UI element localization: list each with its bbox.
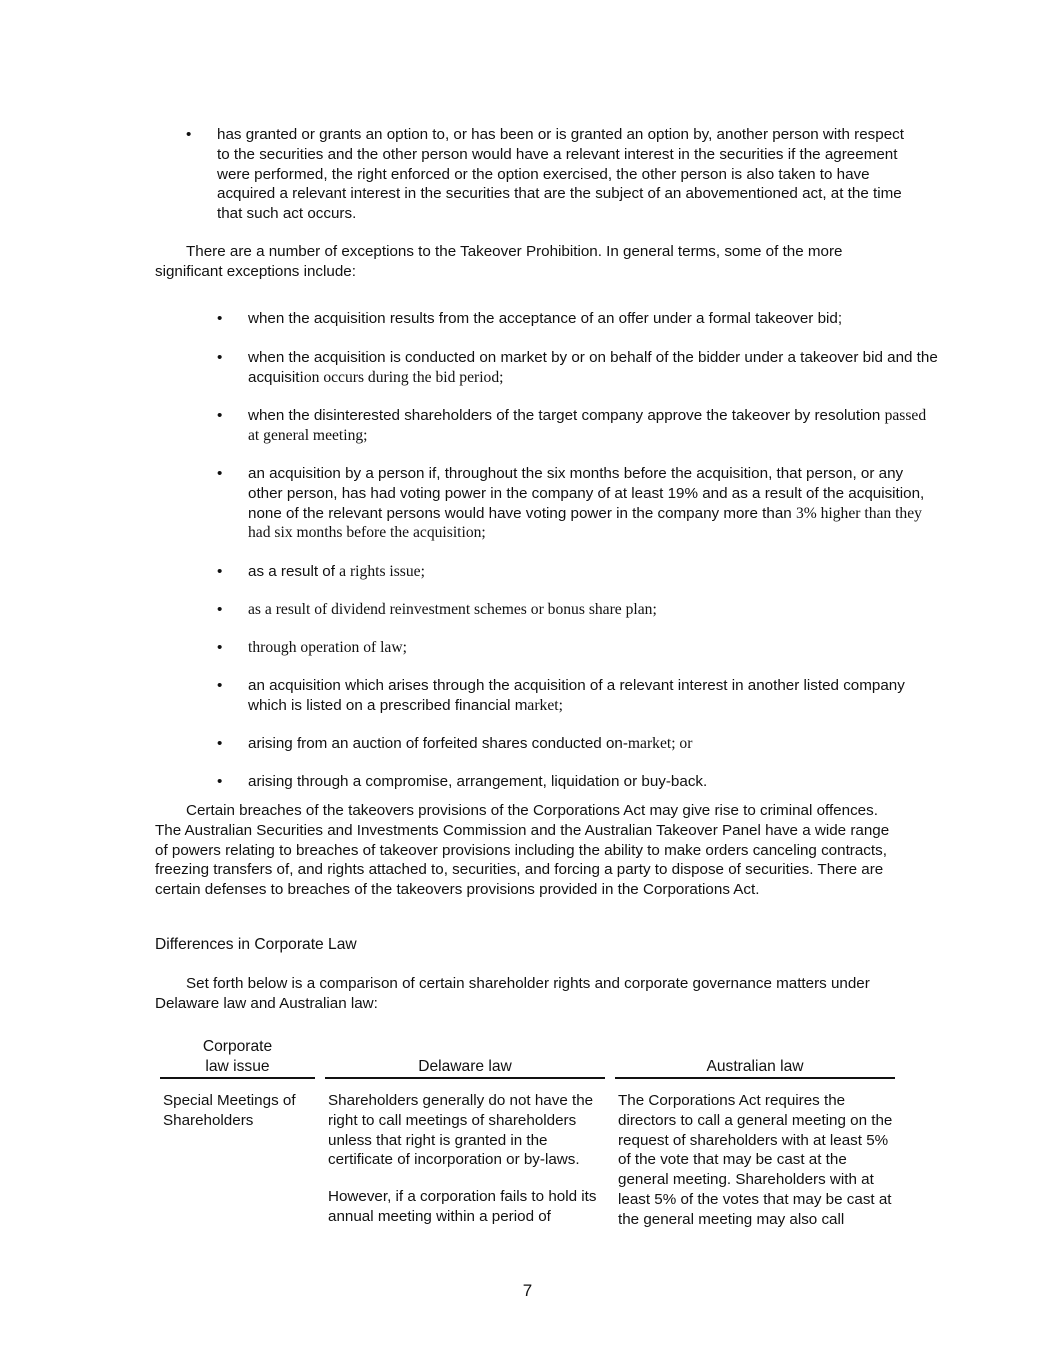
list-item-text-serif: ion occurs during the bid period; xyxy=(299,368,504,386)
bullet-marker: • xyxy=(217,407,223,424)
list-item-text: when the acquisition is conducted on market by or on behalf of the bidder under a takeover bid and the acquisit xyxy=(248,349,938,386)
header-rule xyxy=(615,1077,895,1079)
page-number: 7 xyxy=(522,1281,533,1300)
list-item-text-serif: a rights issue; xyxy=(339,563,425,580)
table-cell-issue: Special Meetings of Shareholders xyxy=(163,1092,296,1129)
list-item xyxy=(217,638,938,658)
breaches-paragraph: Certain breaches of the takeovers provisions of the Corporations Act may give rise to criminal offences. The Australian Securities and Investments Commission and the Australian Takeover Panel have a wide range of powers relating to breaches of takeover provisions including the ability to make orders canceling contracts, freezing transfers of, and rights attached to, securities, and forcing a party to dispose of securities. There are certain defenses to breaches of the takeovers provisions provided in the Corporations Act. xyxy=(155,802,890,899)
intro-bullet-text: has granted or grants an option to, or has been or is granted an option by, another person with respect to the securities and the other person would have a relevant interest in the securities if the agreement were performed, the right enforced or the option exercised, the other person is also taken to have acquired a relevant interest in the securities that are the subject of an abovementioned act, at the time that such act occurs. xyxy=(217,126,904,223)
header-issue-line1: Corporate xyxy=(202,1038,273,1055)
bullet-marker: • xyxy=(217,677,223,694)
list-item xyxy=(217,600,938,620)
list-item xyxy=(217,406,938,446)
list-item-text-serif: arket; xyxy=(527,696,563,714)
bullet-marker: • xyxy=(217,735,223,752)
header-issue-line2: law issue xyxy=(205,1057,270,1075)
list-item-text: when the disinterested shareholders of the target company approve the takeover by resolution xyxy=(248,407,885,424)
list-item-text: when the acquisition results from the acceptance of an offer under a formal takeover bid; xyxy=(248,310,843,327)
table-header-delaware: Delaware law xyxy=(418,1058,512,1075)
list-item xyxy=(217,772,938,792)
list-item xyxy=(217,676,938,716)
list-item xyxy=(217,734,938,754)
header-rule xyxy=(160,1077,315,1079)
exceptions-intro-paragraph: There are a number of exceptions to the Takeover Prohibition. In general terms, some of the more significant exceptions include: xyxy=(155,243,843,280)
bullet-marker: • xyxy=(217,639,223,656)
bullet-marker: • xyxy=(217,465,223,482)
comparison-intro-paragraph: Set forth below is a comparison of certain shareholder rights and corporate governance matters under Delaware law and Australian law: xyxy=(155,975,870,1012)
list-item xyxy=(217,464,938,543)
bullet-marker: • xyxy=(217,563,223,580)
list-item-text: an acquisition by a person if, throughout the six months before the acquisition, that person, or any other person, has had voting power in the company of at least 19% and as a result of the acquisition, none of the relevant persons would have voting power in the company more than xyxy=(248,465,925,522)
bullet-marker: • xyxy=(217,601,223,618)
list-item-text: arising through a compromise, arrangement, liquidation or buy-back. xyxy=(248,773,708,790)
list-item xyxy=(217,562,938,582)
intro-bullet xyxy=(186,125,906,224)
bullet-marker: • xyxy=(217,349,223,366)
table-cell-australian: The Corporations Act requires the directors to call a general meeting on the request of shareholders with at least 5% of the vote that may be cast at the general meeting. Shareholders with at least 5% of the votes that may be cast at the general meeting may also call xyxy=(618,1092,893,1228)
bullet-marker: • xyxy=(186,126,192,143)
list-item-text: arising from an auction of forfeited shares conducted on- xyxy=(248,735,628,752)
list-item-text-serif: 3% higher than they had six months before the acquisition; xyxy=(248,504,922,542)
list-item xyxy=(217,348,938,388)
table-cell-delaware-p1: Shareholders generally do not have the right to call meetings of shareholders unless that right is granted in the certificate of incorporation or by-laws. xyxy=(328,1092,594,1169)
table-header-australian: Australian law xyxy=(706,1058,804,1075)
list-item-text: an acquisition which arises through the acquisition of a relevant interest in another listed company which is listed on a prescribed financial m xyxy=(248,677,905,714)
table-cell-delaware-p2: However, if a corporation fails to hold its annual meeting within a period of xyxy=(328,1188,597,1225)
header-rule xyxy=(325,1077,605,1079)
section-heading: Differences in Corporate Law xyxy=(155,936,357,953)
list-item-text-serif: through operation of law; xyxy=(248,639,407,656)
list-item-text-serif: as a result of dividend reinvestment schemes or bonus share plan; xyxy=(248,601,657,618)
bullet-marker: • xyxy=(217,773,223,790)
exceptions-list xyxy=(217,252,938,792)
bullet-marker: • xyxy=(217,310,223,327)
list-item-text: as a result of xyxy=(248,563,340,580)
list-item-text-serif: passed at general meeting; xyxy=(248,407,927,444)
list-item-text-serif: market; or xyxy=(627,735,693,752)
list-item xyxy=(217,309,938,329)
table-header-issue xyxy=(160,1037,315,1077)
